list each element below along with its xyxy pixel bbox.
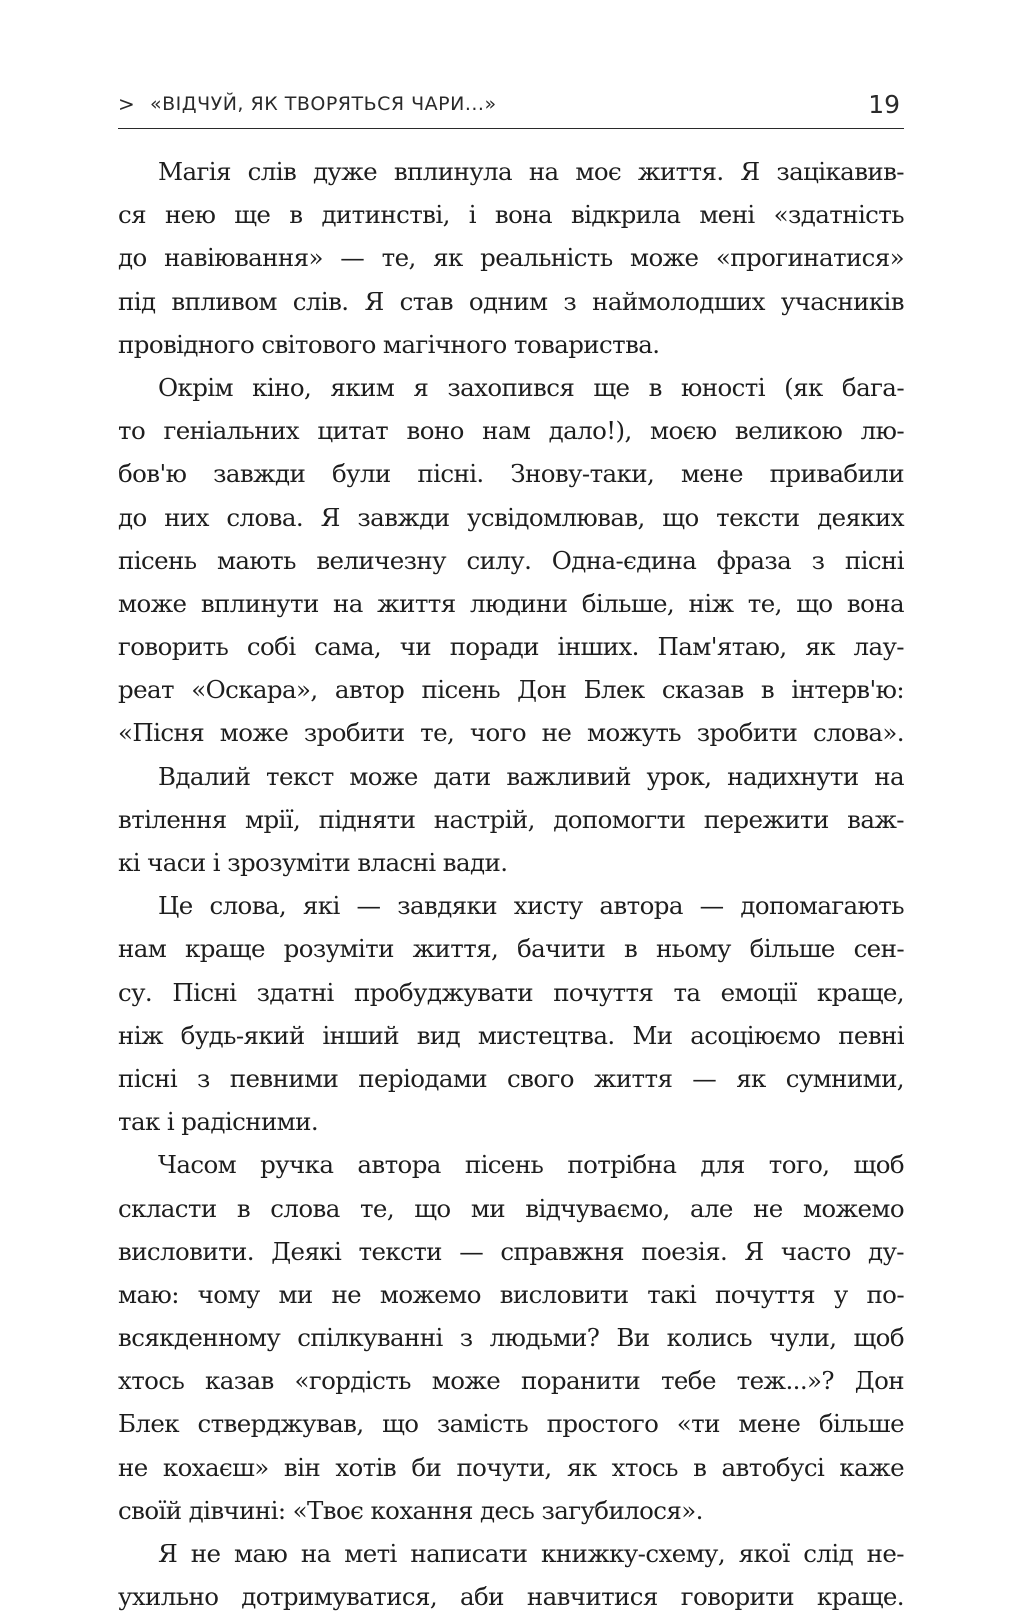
- text-line: під впливом слів. Я став одним з наймолодших учасників: [118, 286, 904, 316]
- header-arrow-marker: >: [118, 92, 135, 116]
- text-line: ся нею ще в дитинстві, і вона відкрила мені «здатність: [118, 200, 904, 230]
- text-line: Це слова, які — завдяки хисту автора — допомагають: [158, 891, 904, 921]
- text-line: ухильно дотримуватися, аби навчитися говорити краще.: [118, 1582, 904, 1612]
- text-line: реат «Оскара», автор пісень Дон Блек сказав в інтерв'ю:: [118, 675, 904, 705]
- text-line: висловити. Деякі тексти — справжня поезія. Я часто ду-: [118, 1236, 904, 1266]
- text-line: провідного світового магічного товариства.: [118, 329, 660, 359]
- text-line: до навіювання» — те, як реальність може «прогинатися»: [118, 243, 904, 273]
- text-line: втілення мрії, підняти настрій, допомогти пережити важ-: [118, 804, 904, 834]
- text-line: Блек стверджував, що замість простого «ти мене більше: [118, 1409, 904, 1439]
- text-line: «Пісня може зробити те, чого не можуть зробити слова».: [118, 718, 904, 748]
- text-line: пісень мають величезну силу. Одна-єдина фраза з пісні: [118, 545, 904, 575]
- body-text: [118, 150, 904, 1618]
- text-line: скласти в слова те, що ми відчуваємо, але не можемо: [118, 1193, 904, 1223]
- text-line: хтось казав «гордість може поранити тебе теж...»? Дон: [118, 1366, 904, 1396]
- text-line: всякденному спілкуванні з людьми? Ви колись чули, щоб: [118, 1323, 904, 1353]
- chapter-title: «ВІДЧУЙ, ЯК ТВОРЯТЬСЯ ЧАРИ...»: [150, 93, 497, 115]
- text-line: так і радісними.: [118, 1107, 319, 1137]
- text-line: Магія слів дуже вплинула на моє життя. Я зацікавив-: [158, 157, 904, 186]
- text-line: може вплинути на життя людини більше, ніж те, що вона: [118, 588, 904, 618]
- text-line: маю: чому ми не можемо висловити такі почуття у по-: [118, 1279, 904, 1309]
- text-line: до них слова. Я завжди усвідомлював, що тексти деяких: [118, 502, 904, 532]
- text-line: своїй дівчині: «Твоє кохання десь загубилося».: [118, 1495, 703, 1525]
- text-line: пісні з певними періодами свого життя — як сумними,: [118, 1063, 904, 1093]
- text-line: Окрім кіно, яким я захопився ще в юності (як бага-: [158, 372, 904, 402]
- text-line: нам краще розуміти життя, бачити в ньому більше сен-: [118, 934, 904, 964]
- text-line: то геніальних цитат воно нам дало!), моєю великою лю-: [118, 416, 904, 446]
- text-line: говорить собі сама, чи поради інших. Пам'ятаю, як лау-: [118, 632, 904, 662]
- text-line: не кохаєш» він хотів би почути, як хтось в автобусі каже: [118, 1452, 904, 1482]
- text-line: бов'ю завжди були пісні. Знову-таки, мене привабили: [118, 459, 904, 489]
- text-line: кі часи і зрозуміти власні вади.: [118, 848, 508, 877]
- text-line: Часом ручка автора пісень потрібна для того, щоб: [158, 1150, 904, 1180]
- text-line: Вдалий текст може дати важливий урок, надихнути на: [158, 761, 904, 791]
- page-number: 19: [868, 90, 900, 119]
- text-line: су. Пісні здатні пробуджувати почуття та емоції краще,: [118, 977, 904, 1007]
- text-line: ніж будь-який інший вид мистецтва. Ми асоціюємо певні: [118, 1020, 904, 1050]
- running-header: [118, 88, 904, 129]
- text-line: Я не маю на меті написати книжку-схему, якої слід не-: [158, 1539, 904, 1568]
